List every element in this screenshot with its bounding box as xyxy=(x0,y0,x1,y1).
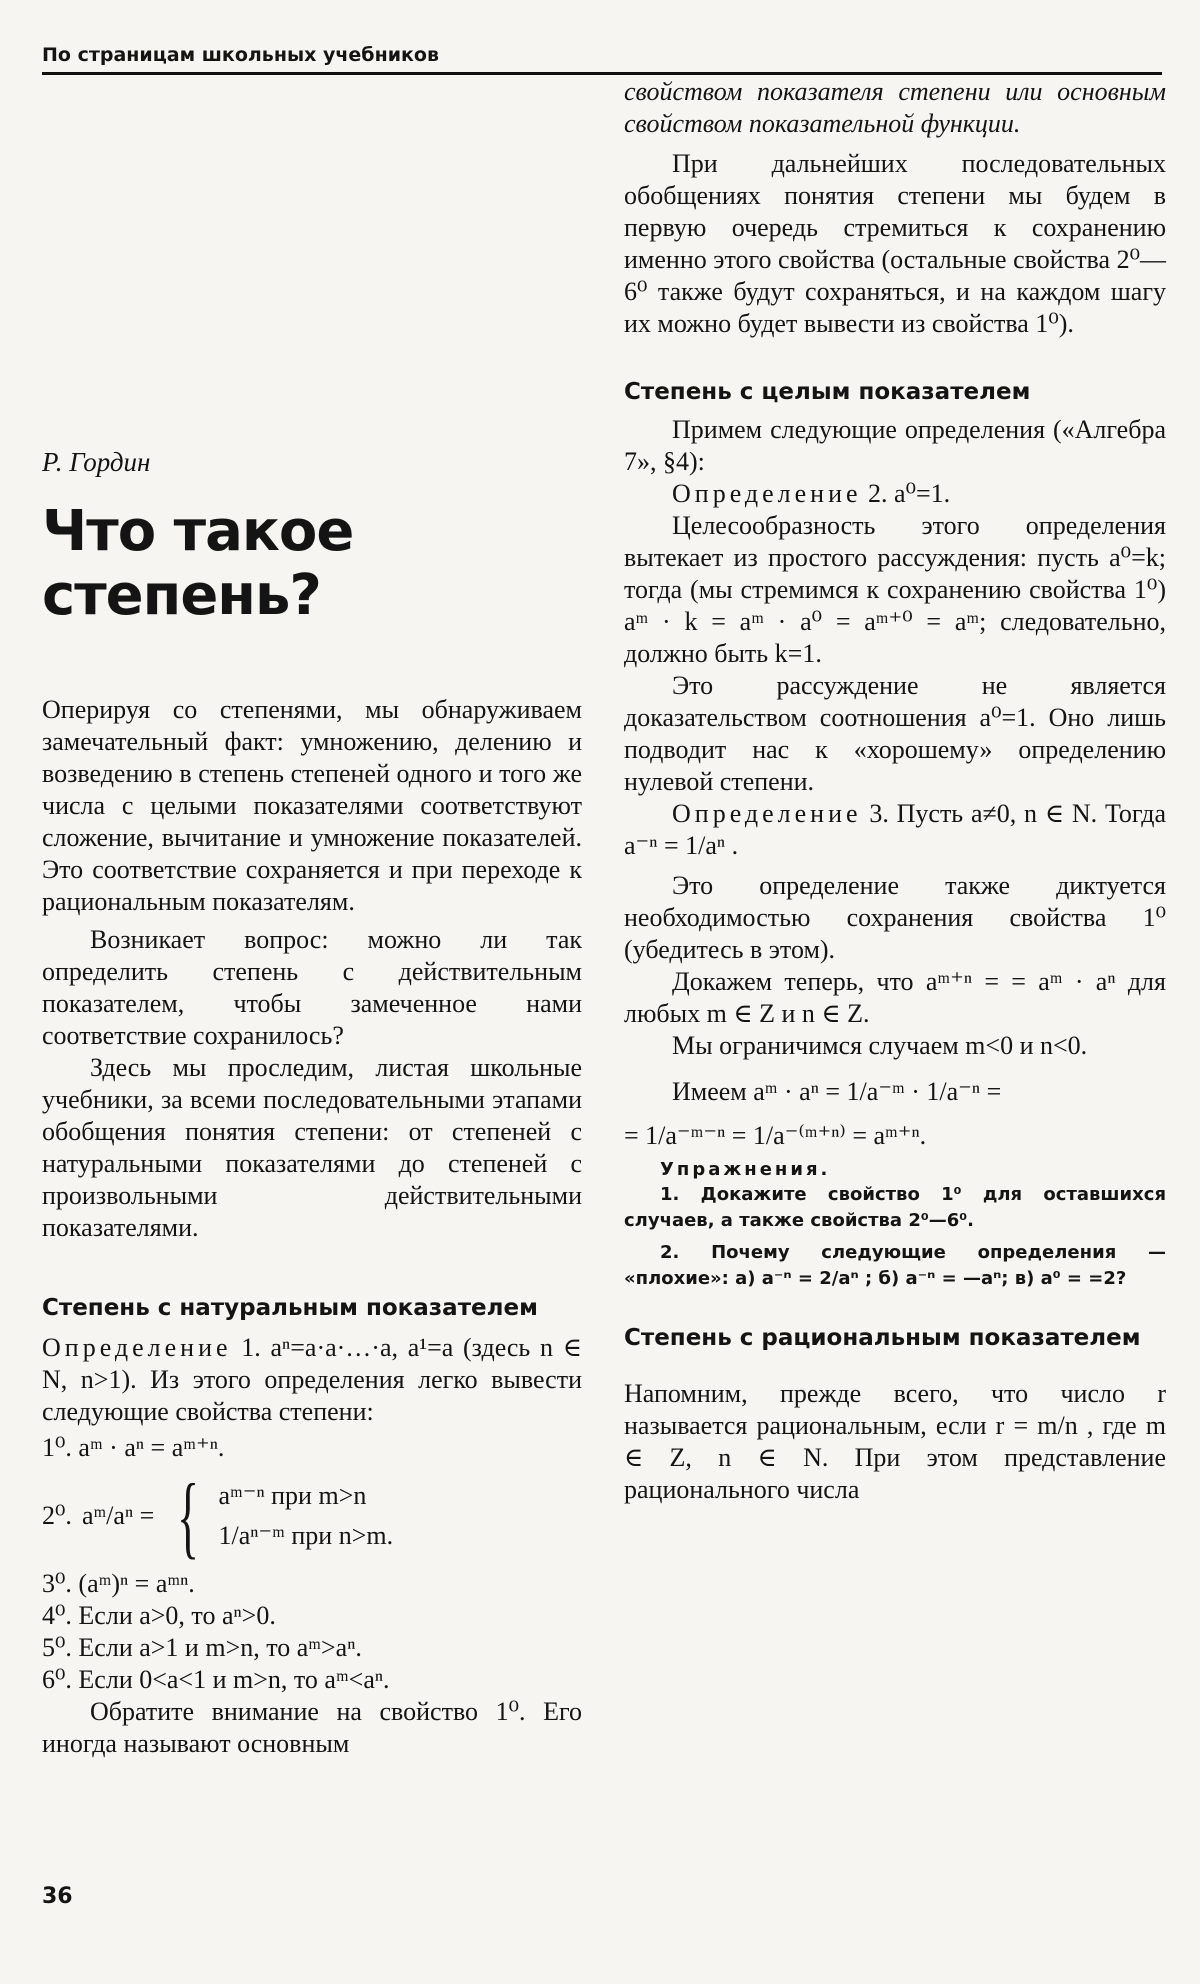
section-heading-rational: Степень с рациональным показателем xyxy=(624,1325,1141,1351)
accept-paragraph: Примем следующие определения («Алгебра 7», §4): xyxy=(624,415,1166,476)
intro-paragraph-1: Оперируя со степенями, мы обнаруживаем замечательный факт: умножению, делению и возведению в степень степеней одного и того же числа с целыми показателями соответствуют сложение, вычитание и умножение показателей. Это соответствие сохраняется и при переходе к рациональным показателям. xyxy=(42,695,582,916)
property-2-case-1: aᵐ⁻ⁿ при m>n xyxy=(218,1481,367,1510)
definition-1-text: 1. aⁿ=a·a·…·a, a¹=a (здесь n ∈ N, n>1). Из этого определения легко вывести следующие свойства степени: xyxy=(42,1333,582,1426)
section-heading-natural: Степень с натуральным показателем xyxy=(42,1295,538,1321)
property-3: 3⁰. (aᵐ)ⁿ = aᵐⁿ. xyxy=(42,1569,195,1598)
property-4: 4⁰. Если a>0, то aⁿ>0. xyxy=(42,1601,276,1630)
have-formula-continued: = 1/a⁻ᵐ⁻ⁿ = 1/a⁻⁽ᵐ⁺ⁿ⁾ = aᵐ⁺ⁿ. xyxy=(624,1121,927,1150)
property-5: 5⁰. Если a>1 и m>n, то aᵐ>aⁿ. xyxy=(42,1633,362,1662)
recall-paragraph: Напомним, прежде всего, что число r называется рациональным, если r = m/n , где m ∈ Z, n ∈ N. При этом представление рационального числа xyxy=(624,1379,1166,1504)
prove-paragraph: Докажем теперь, что aᵐ⁺ⁿ = = aᵐ · aⁿ для любых m ∈ Z и n ∈ Z. xyxy=(624,967,1166,1028)
property-2-label: 2⁰. xyxy=(42,1501,72,1530)
have-formula: Имеем aᵐ · aⁿ = 1/a⁻ᵐ · 1/a⁻ⁿ = xyxy=(672,1077,1002,1106)
definition-1 xyxy=(42,1332,582,1428)
exercise-2: 2. Почему следующие определения — «плохие»: а) a⁻ⁿ = 2/aⁿ ; б) a⁻ⁿ = —aⁿ; в) a⁰ = =2? xyxy=(624,1242,1166,1289)
property-6: 6⁰. Если 0<a<1 и m>n, то aᵐ<aⁿ. xyxy=(42,1665,390,1694)
definition-3-text: 3. Пусть a≠0, n ∈ N. Тогда a⁻ⁿ = 1/aⁿ . xyxy=(624,799,1167,860)
running-header: По страницам школьных учебников xyxy=(42,44,1162,75)
definition-label: Определение xyxy=(42,1333,232,1362)
reasoning-paragraph: Целесообразность этого определения вытекает из простого рассуждения: пусть a⁰=k; тогда (мы стремимся к сохранению свойства 1⁰) aᵐ · k = aᵐ · a⁰ = aᵐ⁺⁰ = aᵐ; следовательно, должно быть k=1. xyxy=(624,511,1166,668)
exercises-title: Упражнения. xyxy=(660,1159,831,1180)
property-2-fraction: aᵐ/aⁿ = xyxy=(81,1501,155,1530)
intro-paragraph-2: Возникает вопрос: можно ли так определить степень с действительным показателем, чтобы замеченное нами соответствие сохранилось? xyxy=(42,925,582,1050)
property-2-cases xyxy=(218,1476,393,1556)
continued-text: свойством показателя степени или основным свойством показательной функции. xyxy=(624,77,1166,138)
exercise-1: 1. Докажите свойство 1⁰ для оставшихся случаев, а также свойства 2⁰—6⁰. xyxy=(624,1184,1166,1231)
section-heading-integer: Степень с целым показателем xyxy=(624,379,1031,405)
brace-symbol: { xyxy=(177,1465,200,1567)
definition-3 xyxy=(624,798,1166,862)
generalization-paragraph: При дальнейших последовательных обобщениях понятия степени мы будем в первую очередь стремиться к сохранению именно этого свойства (остальные свойства 2⁰—6⁰ также будут сохраняться, и на каждом шагу их можно будет вывести из свойства 1⁰). xyxy=(624,149,1166,338)
note-paragraph: Обратите внимание на свойство 1⁰. Его иногда называют основным xyxy=(42,1697,582,1758)
definition-2 xyxy=(672,478,1166,510)
not-proof-paragraph: Это рассуждение не является доказательством соотношения a⁰=1. Оно лишь подводит нас к «хорошему» определению нулевой степени. xyxy=(624,671,1166,796)
article-title: Что такое степень? xyxy=(42,499,354,628)
right-column xyxy=(624,76,1166,1506)
property-1: 1⁰. aᵐ · aⁿ = aᵐ⁺ⁿ. xyxy=(42,1433,225,1462)
author: Р. Гордин xyxy=(42,447,151,477)
definition-2-text: 2. a⁰=1. xyxy=(868,479,951,508)
left-column xyxy=(42,76,582,1760)
definition-3-label: Определение xyxy=(672,799,862,828)
limit-paragraph: Мы ограничимся случаем m<0 и n<0. xyxy=(672,1031,1088,1060)
definition-2-label: Определение xyxy=(672,479,862,508)
property-2-case-2: 1/aⁿ⁻ᵐ при n>m. xyxy=(218,1521,394,1550)
page-number: 36 xyxy=(42,1884,73,1909)
property-2 xyxy=(42,1465,582,1567)
intro-paragraph-3: Здесь мы проследим, листая школьные учебники, за всеми последовательными этапами обобщения понятия степени: от степеней с натуральными показателями до степеней с произвольными действительными показателями. xyxy=(42,1053,582,1242)
dictated-paragraph: Это определение также диктуется необходимостью сохранения свойства 1⁰ (убедитесь в этом). xyxy=(624,871,1166,964)
